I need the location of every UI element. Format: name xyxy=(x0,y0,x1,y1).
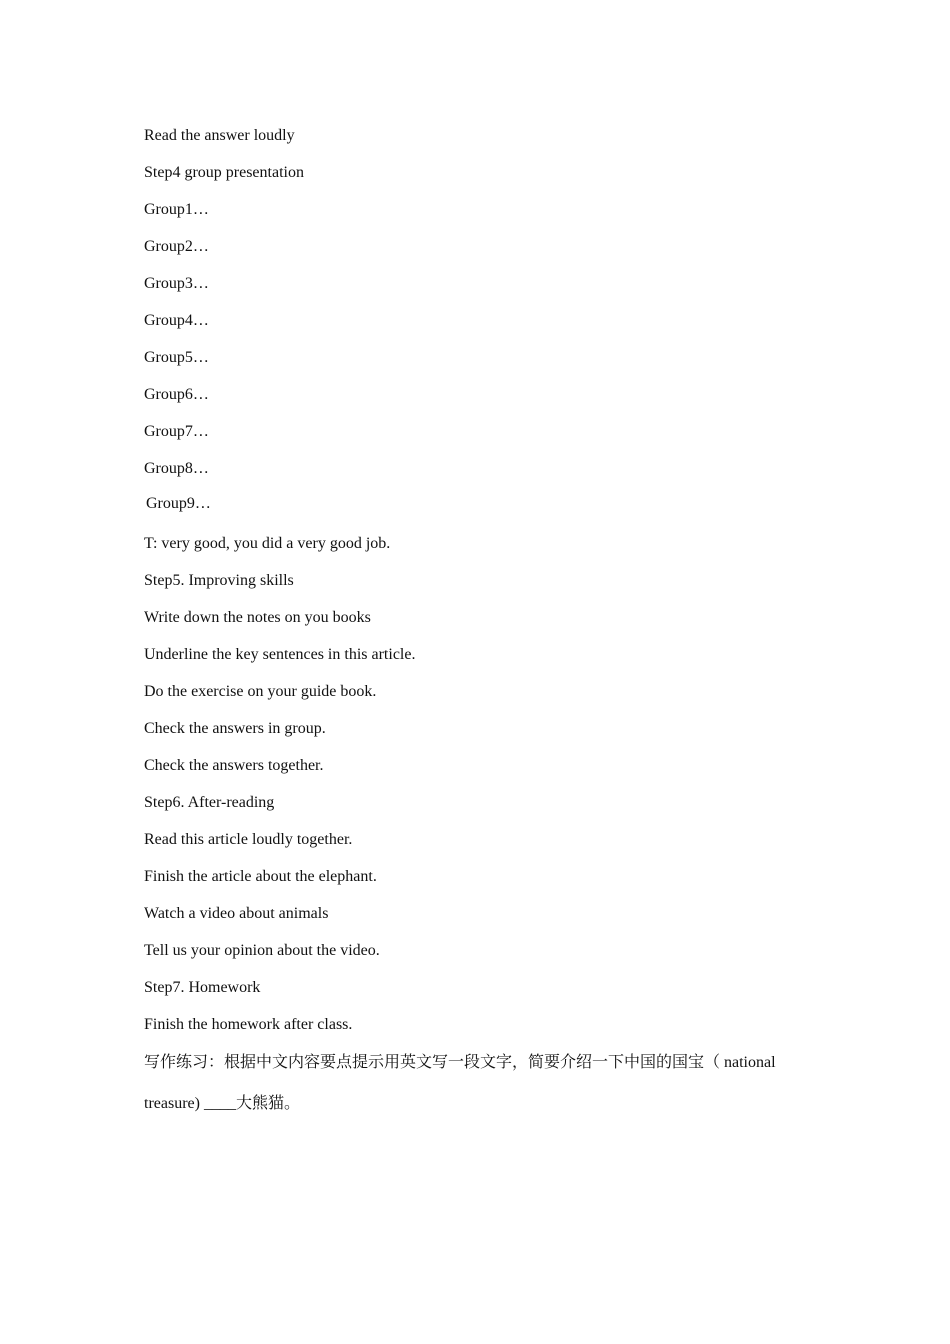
step-heading: Step5. Improving skills xyxy=(144,572,294,589)
group-item: Group7… xyxy=(144,423,209,440)
text-line: T: very good, you did a very good job. xyxy=(144,535,391,552)
group-item: Group3… xyxy=(144,275,209,292)
text-line: Write down the notes on you books xyxy=(144,609,371,626)
group-item: Group1… xyxy=(144,201,209,218)
group-item: Group2… xyxy=(144,238,209,255)
step-heading: Step6. After-reading xyxy=(144,794,275,811)
text-line: Finish the article about the elephant. xyxy=(144,868,377,885)
group-item: Group9… xyxy=(146,495,211,512)
step-heading: Step4 group presentation xyxy=(144,164,304,181)
text-line: Underline the key sentences in this article. xyxy=(144,646,416,663)
text-line: Read the answer loudly xyxy=(144,127,295,144)
text-line: Watch a video about animals xyxy=(144,905,329,922)
text-line: Check the answers in group. xyxy=(144,720,326,737)
group-item: Group4… xyxy=(144,312,209,329)
text-line: Check the answers together. xyxy=(144,757,324,774)
text-line: Read this article loudly together. xyxy=(144,831,353,848)
group-item: Group8… xyxy=(144,460,209,477)
writing-task-line: 写作练习：根据中文内容要点提示用英文写一段文字，简要介绍一下中国的国宝（ national xyxy=(144,1054,776,1071)
group-item: Group5… xyxy=(144,349,209,366)
text-line: Finish the homework after class. xyxy=(144,1016,353,1033)
text-line: Do the exercise on your guide book. xyxy=(144,683,377,700)
text-line: Tell us your opinion about the video. xyxy=(144,942,380,959)
writing-task-line: treasure) ____大熊猫。 xyxy=(144,1095,300,1112)
group-item: Group6… xyxy=(144,386,209,403)
step-heading: Step7. Homework xyxy=(144,979,261,996)
